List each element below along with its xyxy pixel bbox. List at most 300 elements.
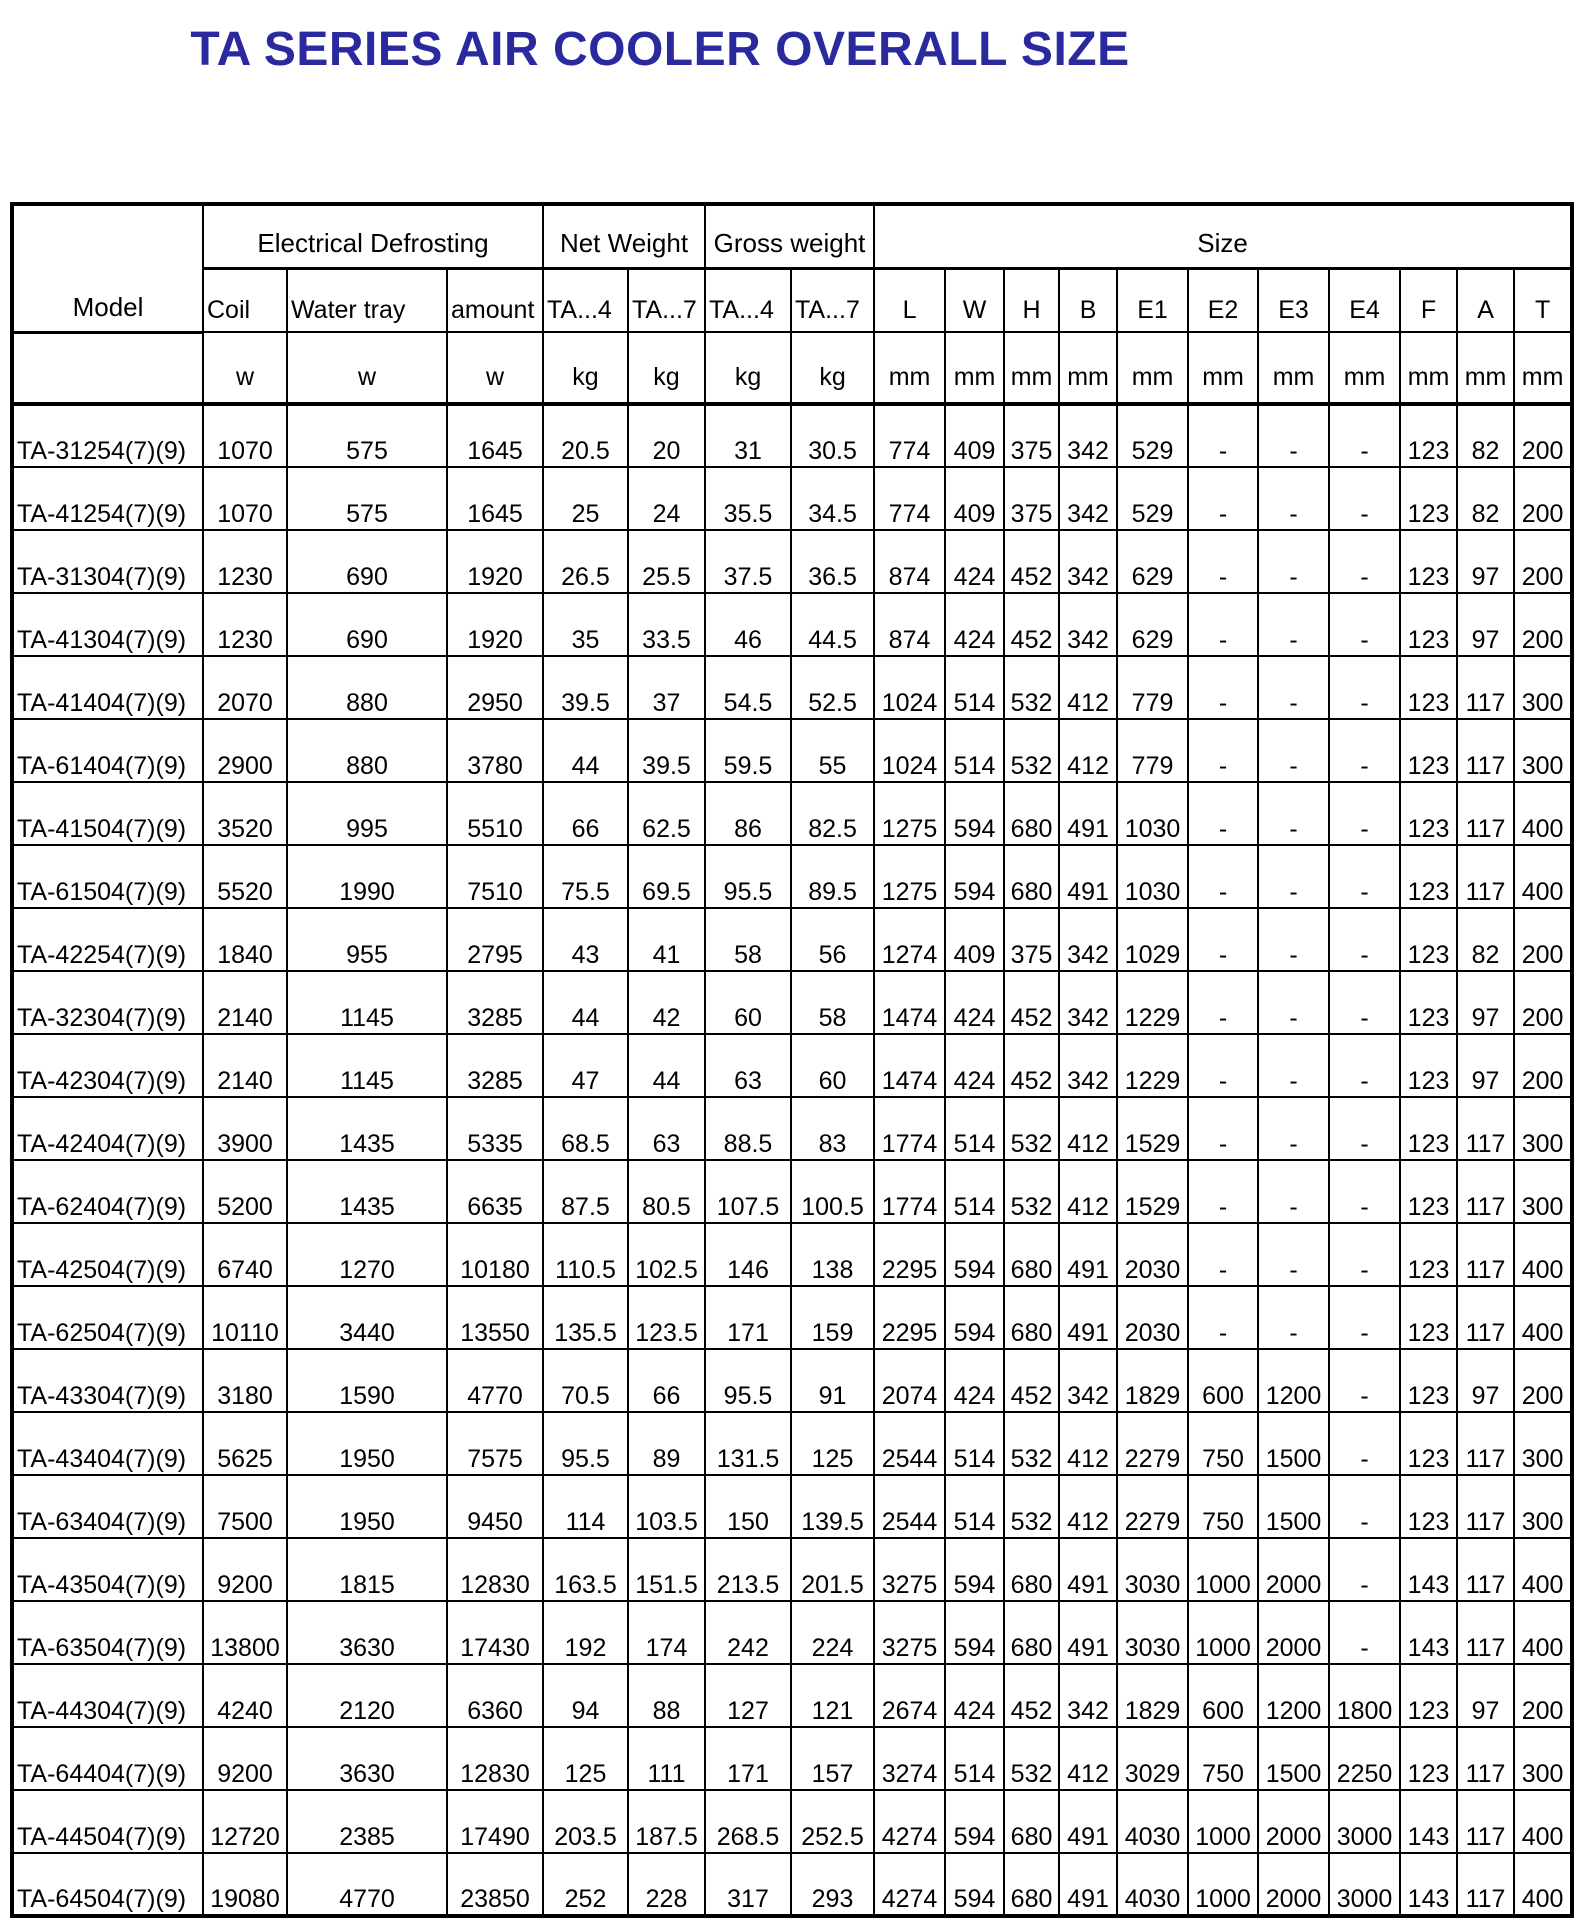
value-cell: 2544 (874, 1475, 945, 1538)
value-cell: - (1188, 404, 1258, 467)
model-cell: TA-63504(7)(9) (12, 1601, 203, 1664)
model-cell: TA-62404(7)(9) (12, 1160, 203, 1223)
unit-cell: mm (874, 332, 945, 404)
value-cell: 117 (1457, 845, 1514, 908)
unit-cell: mm (1514, 332, 1572, 404)
value-cell: 400 (1514, 1601, 1572, 1664)
value-cell: 452 (1004, 1349, 1059, 1412)
value-cell: 7510 (447, 845, 543, 908)
value-cell: - (1188, 467, 1258, 530)
value-cell: 95.5 (543, 1412, 628, 1475)
value-cell: 117 (1457, 1475, 1514, 1538)
value-cell: 1024 (874, 656, 945, 719)
value-cell: 192 (543, 1601, 628, 1664)
value-cell: 86 (705, 782, 791, 845)
value-cell: 123 (1400, 1034, 1457, 1097)
value-cell: 424 (945, 1349, 1004, 1412)
value-cell: 594 (945, 1601, 1004, 1664)
value-cell: 4770 (447, 1349, 543, 1412)
value-cell: 955 (287, 908, 447, 971)
value-cell: 452 (1004, 1664, 1059, 1727)
value-cell: 412 (1059, 1727, 1117, 1790)
value-cell: 412 (1059, 656, 1117, 719)
header-group-row (12, 204, 1572, 268)
value-cell: 3275 (874, 1601, 945, 1664)
value-cell: 252.5 (791, 1790, 874, 1853)
value-cell: - (1188, 845, 1258, 908)
sub-header-ta-7: TA...7 (628, 268, 705, 332)
sub-header-ta-7: TA...7 (791, 268, 874, 332)
value-cell: 6740 (203, 1223, 287, 1286)
value-cell: 452 (1004, 971, 1059, 1034)
value-cell: 1029 (1117, 908, 1188, 971)
value-cell: 138 (791, 1223, 874, 1286)
value-cell: 1030 (1117, 782, 1188, 845)
value-cell: 117 (1457, 1412, 1514, 1475)
value-cell: 143 (1400, 1853, 1457, 1916)
value-cell: 514 (945, 1412, 1004, 1475)
sub-header-e1: E1 (1117, 268, 1188, 332)
value-cell: 2030 (1117, 1286, 1188, 1349)
value-cell: 4770 (287, 1853, 447, 1916)
value-cell: 252 (543, 1853, 628, 1916)
value-cell: 680 (1004, 1538, 1059, 1601)
value-cell: - (1188, 530, 1258, 593)
value-cell: 44.5 (791, 593, 874, 656)
value-cell: 117 (1457, 656, 1514, 719)
value-cell: 117 (1457, 1538, 1514, 1601)
value-cell: 532 (1004, 1160, 1059, 1223)
value-cell: 1920 (447, 593, 543, 656)
value-cell: 95.5 (705, 1349, 791, 1412)
value-cell: 2900 (203, 719, 287, 782)
value-cell: 123 (1400, 908, 1457, 971)
header-units-row (12, 332, 1572, 404)
table-row (12, 845, 1572, 908)
value-cell: 424 (945, 1664, 1004, 1727)
value-cell: 1145 (287, 971, 447, 1034)
value-cell: 9450 (447, 1475, 543, 1538)
table-row (12, 404, 1572, 467)
value-cell: 600 (1188, 1349, 1258, 1412)
value-cell: 46 (705, 593, 791, 656)
value-cell: 1645 (447, 467, 543, 530)
value-cell: 123 (1400, 1160, 1457, 1223)
value-cell: 2279 (1117, 1412, 1188, 1475)
model-cell: TA-63404(7)(9) (12, 1475, 203, 1538)
value-cell: 3520 (203, 782, 287, 845)
value-cell: 342 (1059, 971, 1117, 1034)
value-cell: 1435 (287, 1160, 447, 1223)
value-cell: - (1188, 908, 1258, 971)
value-cell: 2674 (874, 1664, 945, 1727)
value-cell: 201.5 (791, 1538, 874, 1601)
value-cell: 400 (1514, 782, 1572, 845)
value-cell: 91 (791, 1349, 874, 1412)
table-row (12, 656, 1572, 719)
value-cell: 117 (1457, 1790, 1514, 1853)
sub-header-l: L (874, 268, 945, 332)
value-cell: 54.5 (705, 656, 791, 719)
value-cell: 412 (1059, 1412, 1117, 1475)
sub-header-t: T (1514, 268, 1572, 332)
sub-header-e2: E2 (1188, 268, 1258, 332)
value-cell: 532 (1004, 1412, 1059, 1475)
value-cell: 117 (1457, 1160, 1514, 1223)
model-cell: TA-41304(7)(9) (12, 593, 203, 656)
table-row (12, 1538, 1572, 1601)
value-cell: 123 (1400, 467, 1457, 530)
value-cell: 143 (1400, 1601, 1457, 1664)
column-group-gross-weight: Gross weight (705, 204, 874, 268)
unit-cell: kg (705, 332, 791, 404)
value-cell: 409 (945, 908, 1004, 971)
value-cell: 20 (628, 404, 705, 467)
value-cell: 342 (1059, 593, 1117, 656)
value-cell: 117 (1457, 1601, 1514, 1664)
value-cell: 200 (1514, 404, 1572, 467)
value-cell: - (1329, 1412, 1400, 1475)
model-cell: TA-42304(7)(9) (12, 1034, 203, 1097)
value-cell: 111 (628, 1727, 705, 1790)
value-cell: 1840 (203, 908, 287, 971)
value-cell: 400 (1514, 845, 1572, 908)
value-cell: 594 (945, 1286, 1004, 1349)
value-cell: 594 (945, 1538, 1004, 1601)
sub-header-ta-4: TA...4 (705, 268, 791, 332)
model-cell: TA-43304(7)(9) (12, 1349, 203, 1412)
value-cell: 317 (705, 1853, 791, 1916)
value-cell: - (1188, 1034, 1258, 1097)
value-cell: 103.5 (628, 1475, 705, 1538)
value-cell: - (1329, 530, 1400, 593)
value-cell: 3900 (203, 1097, 287, 1160)
page-title: TA SERIES AIR COOLER OVERALL SIZE (190, 23, 1130, 76)
unit-cell: mm (1457, 332, 1514, 404)
value-cell: 1500 (1258, 1475, 1329, 1538)
value-cell: 514 (945, 1475, 1004, 1538)
value-cell: 375 (1004, 404, 1059, 467)
value-cell: 514 (945, 719, 1004, 782)
value-cell: 58 (705, 908, 791, 971)
value-cell: 750 (1188, 1475, 1258, 1538)
table-row (12, 1790, 1572, 1853)
value-cell: 30.5 (791, 404, 874, 467)
value-cell: 89.5 (791, 845, 874, 908)
value-cell: 1529 (1117, 1160, 1188, 1223)
value-cell: 774 (874, 467, 945, 530)
value-cell: 1229 (1117, 1034, 1188, 1097)
value-cell: - (1329, 1097, 1400, 1160)
table-row (12, 908, 1572, 971)
value-cell: 203.5 (543, 1790, 628, 1853)
value-cell: 34.5 (791, 467, 874, 530)
value-cell: 452 (1004, 530, 1059, 593)
value-cell: 117 (1457, 1853, 1514, 1916)
value-cell: 26.5 (543, 530, 628, 593)
value-cell: 125 (791, 1412, 874, 1475)
value-cell: 1230 (203, 593, 287, 656)
value-cell: 39.5 (628, 719, 705, 782)
value-cell: 9200 (203, 1727, 287, 1790)
table-row (12, 1097, 1572, 1160)
value-cell: 125 (543, 1727, 628, 1790)
value-cell: 491 (1059, 1223, 1117, 1286)
value-cell: 2070 (203, 656, 287, 719)
sub-header-f: F (1400, 268, 1457, 332)
value-cell: 4030 (1117, 1853, 1188, 1916)
value-cell: 4274 (874, 1853, 945, 1916)
value-cell: 1829 (1117, 1349, 1188, 1412)
unit-cell: mm (1117, 332, 1188, 404)
model-cell: TA-31254(7)(9) (12, 404, 203, 467)
value-cell: 10180 (447, 1223, 543, 1286)
value-cell: 117 (1457, 719, 1514, 782)
value-cell: 424 (945, 593, 1004, 656)
value-cell: 123 (1400, 1286, 1457, 1349)
value-cell: 3630 (287, 1601, 447, 1664)
spec-table-container (10, 202, 1574, 1918)
column-group-electrical-defrosting: Electrical Defrosting (203, 204, 543, 268)
value-cell: 1645 (447, 404, 543, 467)
value-cell: 2295 (874, 1223, 945, 1286)
unit-cell: mm (945, 332, 1004, 404)
value-cell: 97 (1457, 593, 1514, 656)
value-cell: 342 (1059, 404, 1117, 467)
value-cell: 117 (1457, 1097, 1514, 1160)
value-cell: 43 (543, 908, 628, 971)
value-cell: 127 (705, 1664, 791, 1727)
value-cell: 3000 (1329, 1853, 1400, 1916)
value-cell: 2000 (1258, 1790, 1329, 1853)
value-cell: 200 (1514, 971, 1572, 1034)
value-cell: 594 (945, 782, 1004, 845)
value-cell: 200 (1514, 1664, 1572, 1727)
value-cell: 300 (1514, 719, 1572, 782)
sub-header-water-tray: Water tray (287, 268, 447, 332)
value-cell: 342 (1059, 1034, 1117, 1097)
value-cell: 5200 (203, 1160, 287, 1223)
value-cell: 750 (1188, 1727, 1258, 1790)
value-cell: 400 (1514, 1286, 1572, 1349)
value-cell: 200 (1514, 1034, 1572, 1097)
value-cell: 514 (945, 1160, 1004, 1223)
value-cell: 3285 (447, 1034, 543, 1097)
sub-header-b: B (1059, 268, 1117, 332)
value-cell: - (1258, 908, 1329, 971)
value-cell: 123 (1400, 719, 1457, 782)
value-cell: 135.5 (543, 1286, 628, 1349)
value-cell: - (1329, 593, 1400, 656)
value-cell: 532 (1004, 656, 1059, 719)
value-cell: - (1188, 1160, 1258, 1223)
value-cell: 58 (791, 971, 874, 1034)
value-cell: 491 (1059, 1286, 1117, 1349)
value-cell: - (1329, 656, 1400, 719)
value-cell: 2140 (203, 1034, 287, 1097)
value-cell: 3180 (203, 1349, 287, 1412)
table-row (12, 1475, 1572, 1538)
unit-cell: kg (543, 332, 628, 404)
value-cell: 117 (1457, 1223, 1514, 1286)
value-cell: 1030 (1117, 845, 1188, 908)
value-cell: 6635 (447, 1160, 543, 1223)
table-row (12, 467, 1572, 530)
unit-cell: mm (1059, 332, 1117, 404)
value-cell: 19080 (203, 1853, 287, 1916)
value-cell: - (1329, 404, 1400, 467)
value-cell: 680 (1004, 1853, 1059, 1916)
value-cell: 575 (287, 467, 447, 530)
value-cell: 1000 (1188, 1790, 1258, 1853)
value-cell: 300 (1514, 656, 1572, 719)
value-cell: 3029 (1117, 1727, 1188, 1790)
value-cell: 400 (1514, 1223, 1572, 1286)
value-cell: 97 (1457, 971, 1514, 1034)
value-cell: 83 (791, 1097, 874, 1160)
value-cell: 68.5 (543, 1097, 628, 1160)
value-cell: 629 (1117, 593, 1188, 656)
value-cell: 187.5 (628, 1790, 705, 1853)
sub-header-amount: amount (447, 268, 543, 332)
value-cell: 139.5 (791, 1475, 874, 1538)
value-cell: 143 (1400, 1790, 1457, 1853)
value-cell: 3630 (287, 1727, 447, 1790)
value-cell: 82 (1457, 404, 1514, 467)
value-cell: 514 (945, 656, 1004, 719)
value-cell: - (1258, 593, 1329, 656)
model-cell: TA-42404(7)(9) (12, 1097, 203, 1160)
value-cell: 88.5 (705, 1097, 791, 1160)
value-cell: 62.5 (628, 782, 705, 845)
value-cell: 342 (1059, 530, 1117, 593)
value-cell: - (1258, 1034, 1329, 1097)
value-cell: 69.5 (628, 845, 705, 908)
value-cell: 44 (543, 971, 628, 1034)
value-cell: 1000 (1188, 1853, 1258, 1916)
value-cell: 94 (543, 1664, 628, 1727)
value-cell: 2950 (447, 656, 543, 719)
value-cell: 600 (1188, 1664, 1258, 1727)
value-cell: - (1258, 1160, 1329, 1223)
value-cell: 880 (287, 656, 447, 719)
value-cell: - (1329, 782, 1400, 845)
value-cell: 3274 (874, 1727, 945, 1790)
model-cell: TA-44504(7)(9) (12, 1790, 203, 1853)
value-cell: 680 (1004, 845, 1059, 908)
value-cell: - (1329, 1223, 1400, 1286)
model-cell: TA-31304(7)(9) (12, 530, 203, 593)
unit-cell: mm (1188, 332, 1258, 404)
value-cell: 690 (287, 593, 447, 656)
value-cell: 2120 (287, 1664, 447, 1727)
value-cell: 60 (791, 1034, 874, 1097)
value-cell: 17490 (447, 1790, 543, 1853)
value-cell: 594 (945, 1853, 1004, 1916)
value-cell: 690 (287, 530, 447, 593)
value-cell: 1800 (1329, 1664, 1400, 1727)
value-cell: 47 (543, 1034, 628, 1097)
model-cell: TA-61504(7)(9) (12, 845, 203, 908)
value-cell: 42 (628, 971, 705, 1034)
value-cell: 375 (1004, 908, 1059, 971)
value-cell: 452 (1004, 593, 1059, 656)
value-cell: 529 (1117, 467, 1188, 530)
value-cell: 400 (1514, 1790, 1572, 1853)
value-cell: 37.5 (705, 530, 791, 593)
value-cell: 200 (1514, 530, 1572, 593)
table-row (12, 593, 1572, 656)
value-cell: 532 (1004, 719, 1059, 782)
value-cell: 1500 (1258, 1727, 1329, 1790)
value-cell: 228 (628, 1853, 705, 1916)
value-cell: 7500 (203, 1475, 287, 1538)
sub-header-e3: E3 (1258, 268, 1329, 332)
value-cell: 102.5 (628, 1223, 705, 1286)
value-cell: 424 (945, 1034, 1004, 1097)
value-cell: 97 (1457, 530, 1514, 593)
value-cell: 12830 (447, 1727, 543, 1790)
value-cell: 1000 (1188, 1601, 1258, 1664)
unit-cell: w (287, 332, 447, 404)
value-cell: 300 (1514, 1160, 1572, 1223)
value-cell: - (1258, 404, 1329, 467)
value-cell: 880 (287, 719, 447, 782)
value-cell: 452 (1004, 1034, 1059, 1097)
value-cell: 680 (1004, 782, 1059, 845)
value-cell: - (1188, 1223, 1258, 1286)
value-cell: 5520 (203, 845, 287, 908)
value-cell: 268.5 (705, 1790, 791, 1853)
value-cell: 300 (1514, 1097, 1572, 1160)
value-cell: 89 (628, 1412, 705, 1475)
value-cell: 66 (543, 782, 628, 845)
value-cell: 44 (543, 719, 628, 782)
column-group-size: Size (874, 204, 1572, 268)
value-cell: 491 (1059, 1853, 1117, 1916)
table-row (12, 1853, 1572, 1916)
table-row (12, 1160, 1572, 1223)
value-cell: 3780 (447, 719, 543, 782)
model-cell: TA-32304(7)(9) (12, 971, 203, 1034)
value-cell: 400 (1514, 1853, 1572, 1916)
table-row (12, 1664, 1572, 1727)
value-cell: 529 (1117, 404, 1188, 467)
value-cell: 1435 (287, 1097, 447, 1160)
value-cell: 7575 (447, 1412, 543, 1475)
value-cell: 2385 (287, 1790, 447, 1853)
value-cell: - (1329, 1034, 1400, 1097)
value-cell: 424 (945, 971, 1004, 1034)
value-cell: 123 (1400, 845, 1457, 908)
value-cell: 3030 (1117, 1538, 1188, 1601)
value-cell: 1070 (203, 467, 287, 530)
value-cell: 31 (705, 404, 791, 467)
value-cell: 1474 (874, 1034, 945, 1097)
value-cell: 6360 (447, 1664, 543, 1727)
value-cell: 110.5 (543, 1223, 628, 1286)
value-cell: 39.5 (543, 656, 628, 719)
value-cell: 532 (1004, 1475, 1059, 1538)
value-cell: 224 (791, 1601, 874, 1664)
value-cell: 412 (1059, 1160, 1117, 1223)
sub-header-w: W (945, 268, 1004, 332)
value-cell: 13550 (447, 1286, 543, 1349)
value-cell: 117 (1457, 1727, 1514, 1790)
table-row (12, 782, 1572, 845)
value-cell: 1200 (1258, 1664, 1329, 1727)
value-cell: 171 (705, 1286, 791, 1349)
